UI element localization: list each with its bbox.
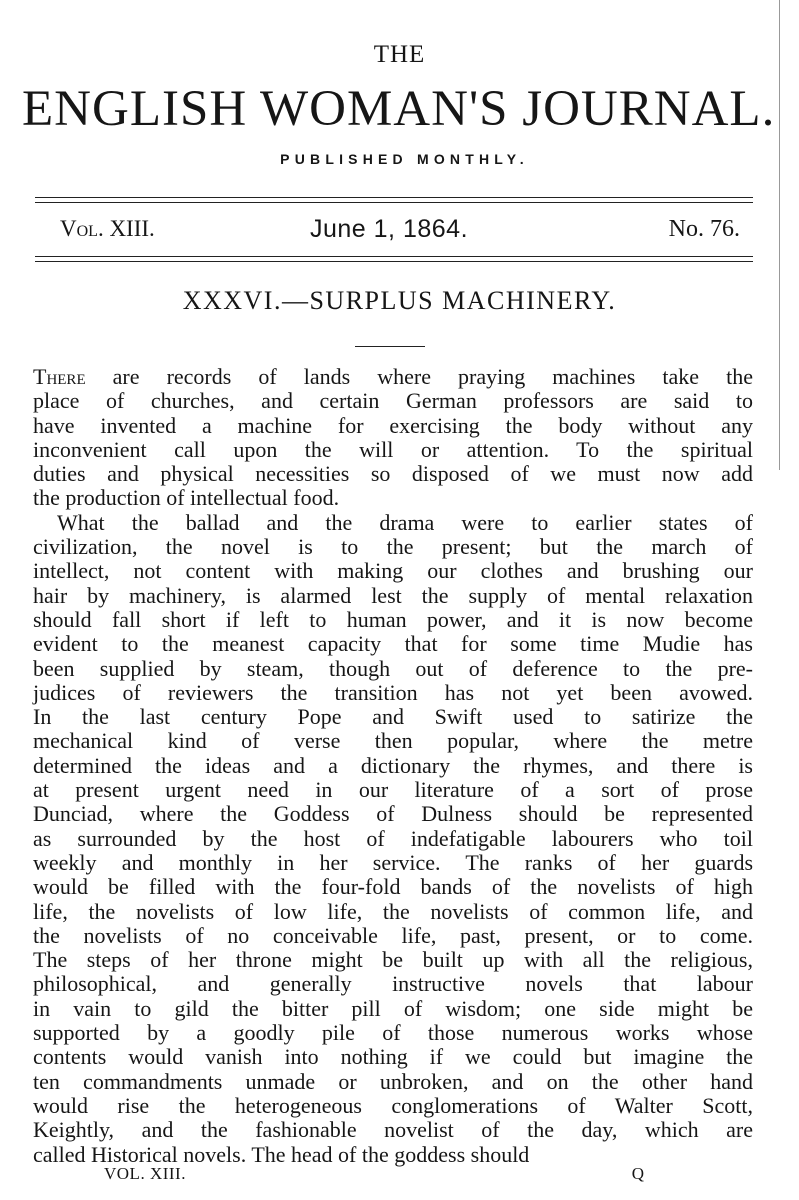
- text-line: [33, 1070, 753, 1094]
- page-edge-line: [779, 0, 780, 470]
- text-line: [33, 608, 753, 632]
- text-line: [33, 1045, 753, 1069]
- text-line-content: evident to the meanest capacity that for some time Mudie has: [33, 631, 753, 657]
- text-line-content: the novelists of no conceivable life, past, present, or to come.: [33, 922, 753, 948]
- text-line: [33, 875, 753, 899]
- text-line: [33, 535, 753, 559]
- drop-word: There: [33, 364, 86, 389]
- text-line: [33, 1094, 753, 1118]
- text-line: [33, 414, 753, 438]
- text-line-content: in vain to gild the bitter pill of wisdom; one side might be: [33, 995, 753, 1021]
- text-line-content: place of churches, and certain German professors are said to: [33, 388, 753, 414]
- text-line-content: What the ballad and the drama were to earlier states of: [57, 509, 753, 535]
- footer-volume: VOL. XIII.: [104, 1164, 186, 1183]
- text-line-content: would rise the heterogeneous conglomerations of Walter Scott,: [33, 1092, 753, 1118]
- text-line-content: Dunciad, where the Goddess of Dulness should be represented: [33, 801, 753, 827]
- publication-frequency: PUBLISHED MONTHLY.: [280, 151, 529, 167]
- title-separator-rule: [355, 346, 425, 347]
- text-line: [33, 997, 753, 1021]
- masthead-rule-top-1: [35, 197, 753, 198]
- text-line: [33, 754, 753, 778]
- text-line: [33, 1118, 753, 1142]
- text-line: [33, 462, 753, 486]
- text-line-content: civilization, the novel is to the present; but the march of: [33, 534, 753, 560]
- text-line: [33, 632, 753, 656]
- text-line: [33, 802, 753, 826]
- text-line: [33, 1021, 753, 1045]
- text-line-content: contents would vanish into nothing if we could but imagine the: [33, 1044, 753, 1070]
- text-line: [33, 900, 753, 924]
- text-line-content: have invented a machine for exercising the body without any: [33, 412, 753, 438]
- text-line: [33, 705, 753, 729]
- text-line-content: at present urgent need in our literature of a sort of prose: [33, 777, 753, 803]
- text-line-content: supported by a goodly pile of those numerous works whose: [33, 1020, 753, 1046]
- text-line-content: called Historical novels. The head of the goddess should: [33, 1141, 530, 1167]
- text-line-content: weekly and monthly in her service. The ranks of her guards: [33, 849, 753, 875]
- text-line: [33, 681, 753, 705]
- article-body: [33, 365, 753, 1167]
- text-line-content: inconvenient call upon the will or attention. To the spiritual: [33, 436, 753, 462]
- text-line: [33, 486, 753, 510]
- text-line-content: should fall short if left to human power, and it is now become: [33, 606, 753, 632]
- text-line-content: In the last century Pope and Swift used to satirize the: [33, 704, 753, 730]
- masthead-the: THE: [373, 41, 426, 68]
- text-line: [33, 851, 753, 875]
- text-line-content: ten commandments unmade or unbroken, and on the other hand: [33, 1068, 753, 1094]
- text-line-content: The steps of her throne might be built up with all the religious,: [33, 947, 753, 973]
- article-title: XXXVI.—SURPLUS MACHINERY.: [182, 286, 617, 315]
- text-line-content: judices of reviewers the transition has not yet been avowed.: [33, 679, 753, 705]
- text-line: [33, 948, 753, 972]
- text-line: [33, 584, 753, 608]
- text-line-content: philosophical, and generally instructive novels that labour: [33, 971, 753, 997]
- text-line-content: life, the novelists of low life, the novelists of common life, and: [33, 898, 753, 924]
- text-line: [33, 924, 753, 948]
- text-line: [33, 511, 753, 535]
- text-line-content: the production of intellectual food.: [33, 485, 340, 511]
- text-line-content: as surrounded by the host of indefatigable labourers who toil: [33, 825, 753, 851]
- text-line-content: would be filled with the four-fold bands of the novelists of high: [33, 874, 753, 900]
- masthead-rule-bottom-1: [35, 256, 753, 257]
- issue-number: No. 76.: [668, 216, 740, 242]
- text-line: [33, 827, 753, 851]
- issue-volume: Vol. XIII.: [60, 216, 155, 241]
- text-line-content: intellect, not content with making our clothes and brushing our: [33, 558, 753, 584]
- text-line: [33, 559, 753, 583]
- signature-mark: Q: [631, 1164, 644, 1183]
- journal-title: ENGLISH WOMAN'S JOURNAL.: [22, 81, 776, 137]
- text-line-content: are records of lands where praying machines take the: [85, 364, 753, 389]
- text-line: [33, 365, 753, 389]
- text-line-content: duties and physical necessities so disposed of we must now add: [33, 461, 753, 487]
- text-line: [33, 729, 753, 753]
- text-line: [33, 438, 753, 462]
- issue-date: June 1, 1864.: [310, 215, 469, 243]
- text-line-content: mechanical kind of verse then popular, where the metre: [33, 728, 753, 754]
- text-line-content: hair by machinery, is alarmed lest the supply of mental relaxation: [33, 582, 753, 608]
- text-line-content: determined the ideas and a dictionary the rhymes, and there is: [33, 752, 753, 778]
- text-line-content: been supplied by steam, though out of deference to the pre-: [33, 655, 753, 681]
- issue-info-row: [60, 211, 740, 247]
- text-line-content: Keightly, and the fashionable novelist of the day, which are: [33, 1117, 753, 1143]
- masthead-rule-top-2: [35, 202, 753, 203]
- masthead-rule-bottom-2: [35, 261, 753, 262]
- text-line: [33, 972, 753, 996]
- text-line: [33, 389, 753, 413]
- text-line: [33, 657, 753, 681]
- text-line: [33, 778, 753, 802]
